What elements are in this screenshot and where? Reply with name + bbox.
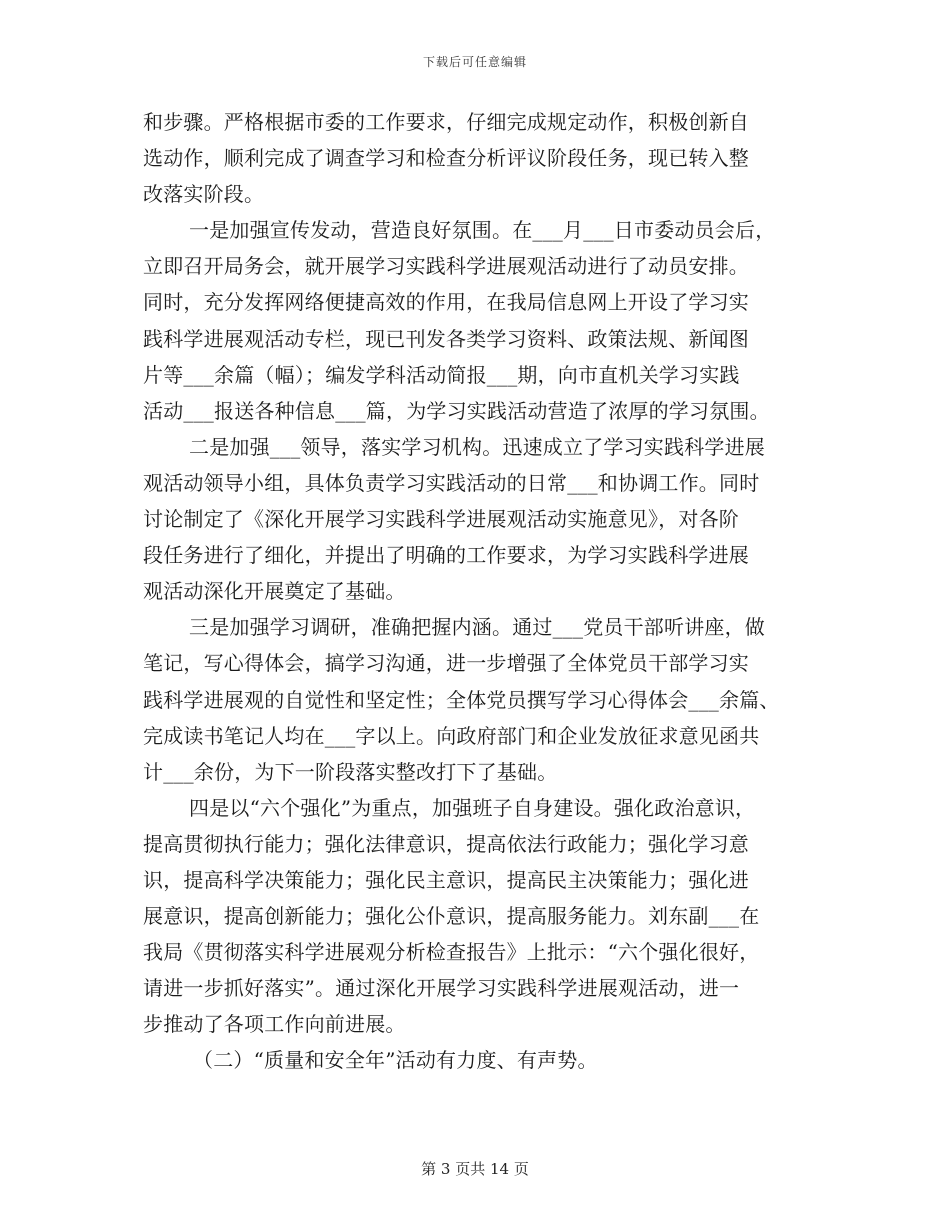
body-line: 片等___余篇（幅）；编发学科活动简报___期，向市直机关学习实践: [143, 362, 740, 387]
body-line: 观活动领导小组，具体负责学习实践活动的日常___和协调工作。同时: [143, 470, 760, 495]
paragraph-start-line: 四是以“六个强化”为重点，加强班子自身建设。强化政治意识，: [189, 795, 756, 820]
body-line: 讨论制定了《深化开展学习实践科学进展观活动实施意见》，对各阶: [143, 507, 739, 532]
body-line: 立即召开局务会，就开展学习实践科学进展观活动进行了动员安排。: [143, 254, 749, 279]
page-number: 第 3 页共 14 页: [421, 1160, 529, 1178]
body-line: 计___余份，为下一阶段落实整改打下了基础。: [143, 759, 558, 784]
body-line: 段任务进行了细化，并提出了明确的工作要求，为学习实践科学进展: [143, 543, 749, 568]
body-line: 展意识，提高创新能力；强化公仆意识，提高服务能力。刘东副___在: [143, 904, 760, 929]
body-line: 践科学进展观活动专栏，现已刊发各类学习资料、政策法规、新闻图: [143, 326, 749, 351]
body-line: 步推动了各项工作向前进展。: [143, 1012, 406, 1037]
body-line: 我局《贯彻落实科学进展观分析检查报告》上批示：“六个强化很好，: [143, 940, 760, 965]
section-heading: （二）“质量和安全年”活动有力度、有声势。: [193, 1048, 598, 1073]
body-line: 活动___报送各种信息___篇，为学习实践活动营造了浓厚的学习氛围。: [143, 398, 770, 423]
body-line: 提高贯彻执行能力；强化法律意识，提高依法行政能力；强化学习意: [143, 831, 749, 856]
body-line: 笔记，写心得体会，搞学习沟通，进一步增强了全体党员干部学习实: [143, 651, 749, 676]
paragraph-start-line: 一是加强宣传发动，营造良好氛围。在___月___日市委动员会后，: [189, 218, 776, 243]
body-line: 选动作，顺利完成了调查学习和检查分析评议阶段任务，现已转入整: [143, 146, 749, 171]
document-body: [143, 104, 811, 1079]
body-line: 践科学进展观的自觉性和坚定性；全体党员撰写学习心得体会___余篇、: [143, 687, 780, 712]
body-line: 请进一步抓好落实”。通过深化开展学习实践科学进展观活动，进一: [143, 976, 740, 1001]
paragraph-start-line: 三是加强学习调研，准确把握内涵。通过___党员干部听讲座，做: [189, 615, 765, 640]
paragraph-start-line: 二是加强___领导，落实学习机构。迅速成立了学习实践科学进展: [189, 434, 765, 459]
body-line: 同时，充分发挥网络便捷高效的作用，在我局信息网上开设了学习实: [143, 290, 749, 315]
body-line: 和步骤。严格根据市委的工作要求，仔细完成规定动作，积极创新自: [143, 110, 749, 134]
header-note: 下载后可任意编辑: [422, 55, 527, 69]
body-line: 识，提高科学决策能力；强化民主意识，提高民主决策能力；强化进: [143, 867, 749, 892]
body-line: 观活动深化开展奠定了基础。: [143, 579, 406, 604]
body-line: 改落实阶段。: [143, 182, 265, 207]
body-line: 完成读书笔记人均在___字以上。向政府部门和企业发放征求意见函共: [143, 723, 760, 748]
